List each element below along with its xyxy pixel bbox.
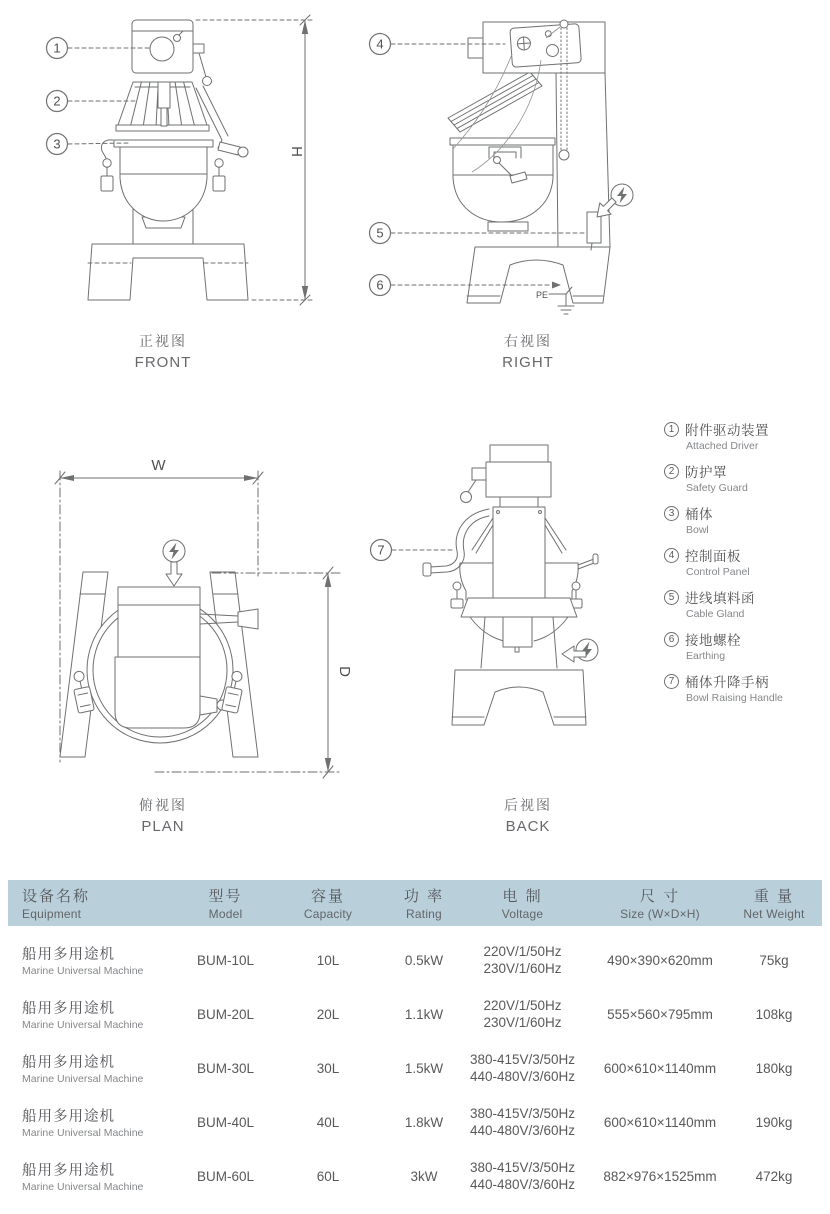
- plan-view-drawing: [55, 457, 353, 778]
- legend-label-en: Cable Gland: [686, 608, 745, 620]
- legend-number-badge: 2: [664, 464, 679, 479]
- pe-label: PE: [536, 290, 549, 300]
- cell-voltage: 380-415V/3/50Hz 440-480V/3/60Hz: [469, 1160, 576, 1192]
- back-view-title: [428, 795, 628, 835]
- front-title-zh: 正视图: [139, 333, 187, 349]
- cell-size: 490×390×620mm: [607, 952, 713, 968]
- plan-title-en: PLAN: [141, 818, 185, 835]
- dim-label-w: W: [151, 457, 167, 474]
- legend-item: [664, 545, 830, 578]
- table-column-header: [740, 885, 822, 921]
- cell-model: BUM-20L: [196, 1006, 255, 1022]
- table-row: [8, 933, 822, 987]
- legend-label-en: Attached Driver: [686, 440, 759, 452]
- cell-capacity: 40L: [316, 1114, 340, 1130]
- table-column-header: [465, 885, 580, 921]
- cell-equipment: 船用多用途机 Marine Universal Machine: [22, 1055, 144, 1085]
- front-view-drawing: [47, 15, 314, 305]
- cell-size: 882×976×1525mm: [603, 1168, 717, 1184]
- callout-1: 1: [53, 40, 61, 56]
- cell-weight: 108kg: [755, 1006, 793, 1022]
- legend-number-badge: 1: [664, 422, 679, 437]
- column-header-zh: 容量: [310, 888, 345, 905]
- table-column-header: [8, 885, 178, 921]
- legend: [664, 419, 830, 704]
- legend-label-zh: 进线填料函: [685, 591, 755, 606]
- cell-equipment: 船用多用途机 Marine Universal Machine: [22, 1001, 144, 1031]
- legend-number-badge: 7: [664, 674, 679, 689]
- column-header-zh: 尺 寸: [639, 888, 681, 905]
- column-header-zh: 型号: [208, 888, 243, 905]
- column-header-en: Voltage: [501, 907, 544, 921]
- legend-item: [664, 419, 830, 452]
- table-column-header: [383, 885, 465, 921]
- cell-model: BUM-40L: [196, 1114, 255, 1130]
- table-row: [8, 1149, 822, 1203]
- cell-rating: 1.8kW: [404, 1114, 444, 1130]
- legend-label-en: Bowl: [686, 524, 709, 536]
- table-body: [8, 926, 822, 1203]
- right-view-drawing: [370, 20, 634, 314]
- legend-label-zh: 桶体: [685, 507, 713, 522]
- spec-table: [8, 880, 822, 1203]
- back-title-zh: 后视图: [504, 797, 552, 813]
- cell-weight: 472kg: [755, 1168, 793, 1184]
- column-header-en: Capacity: [303, 907, 353, 921]
- callout-3: 3: [53, 136, 61, 152]
- callout-7: 7: [377, 542, 385, 558]
- legend-label-en: Safety Guard: [686, 482, 748, 494]
- plan-title-zh: 俯视图: [139, 797, 187, 813]
- legend-number-badge: 4: [664, 548, 679, 563]
- cell-capacity: 30L: [316, 1060, 340, 1076]
- back-view-drawing: [371, 445, 599, 725]
- table-row: [8, 1095, 822, 1149]
- legend-number-badge: 6: [664, 632, 679, 647]
- legend-item: [664, 503, 830, 536]
- table-row: [8, 987, 822, 1041]
- legend-item: [664, 671, 830, 704]
- cell-voltage: 220V/1/50Hz 230V/1/60Hz: [483, 998, 562, 1030]
- table-header: [8, 880, 822, 926]
- legend-label-zh: 控制面板: [685, 549, 741, 564]
- legend-label-en: Earthing: [686, 650, 726, 662]
- cell-capacity: 60L: [316, 1168, 340, 1184]
- cell-equipment: 船用多用途机 Marine Universal Machine: [22, 1163, 144, 1193]
- front-title-en: FRONT: [134, 354, 192, 371]
- front-view-title: [63, 331, 263, 371]
- legend-label-zh: 接地螺栓: [685, 633, 741, 648]
- legend-item: [664, 629, 830, 662]
- legend-label-zh: 桶体升降手柄: [685, 675, 769, 690]
- cell-rating: 1.5kW: [404, 1060, 444, 1076]
- right-title-en: RIGHT: [502, 354, 554, 371]
- dim-label-h: H: [288, 146, 305, 158]
- cell-size: 555×560×795mm: [607, 1006, 713, 1022]
- legend-item: [664, 461, 830, 494]
- plan-view-title: [63, 795, 263, 835]
- legend-label-en: Bowl Raising Handle: [686, 692, 783, 704]
- cell-capacity: 20L: [316, 1006, 340, 1022]
- cell-equipment: 船用多用途机 Marine Universal Machine: [22, 1109, 144, 1139]
- legend-label-zh: 附件驱动装置: [685, 423, 769, 438]
- cell-model: BUM-60L: [196, 1168, 255, 1184]
- cell-capacity: 10L: [316, 952, 340, 968]
- cell-size: 600×610×1140mm: [603, 1114, 717, 1130]
- column-header-en: Size (W×D×H): [620, 907, 700, 921]
- column-header-zh: 重 量: [753, 888, 795, 905]
- callout-2: 2: [53, 93, 61, 109]
- cell-weight: 75kg: [759, 952, 789, 968]
- cell-rating: 1.1kW: [404, 1006, 444, 1022]
- legend-label-en: Control Panel: [686, 566, 750, 578]
- cell-rating: 3kW: [410, 1168, 438, 1184]
- column-header-en: Model: [208, 907, 243, 921]
- column-header-en: Equipment: [22, 907, 82, 921]
- cell-size: 600×610×1140mm: [603, 1060, 717, 1076]
- column-header-zh: 设备名称: [22, 888, 91, 905]
- cell-equipment: 船用多用途机 Marine Universal Machine: [22, 947, 144, 977]
- table-column-header: [178, 885, 273, 921]
- legend-number-badge: 5: [664, 590, 679, 605]
- cell-model: BUM-30L: [196, 1060, 255, 1076]
- right-title-zh: 右视图: [504, 333, 552, 349]
- cell-voltage: 220V/1/50Hz 230V/1/60Hz: [483, 944, 562, 976]
- dim-label-d: D: [336, 666, 353, 678]
- cell-voltage: 380-415V/3/50Hz 440-480V/3/60Hz: [469, 1106, 576, 1138]
- cell-weight: 190kg: [755, 1114, 793, 1130]
- cell-model: BUM-10L: [196, 952, 255, 968]
- callout-5: 5: [376, 225, 384, 241]
- table-column-header: [580, 885, 740, 921]
- right-view-title: [428, 331, 628, 371]
- legend-label-zh: 防护罩: [685, 465, 727, 480]
- column-header-zh: 功 率: [403, 888, 445, 905]
- cell-voltage: 380-415V/3/50Hz 440-480V/3/60Hz: [469, 1052, 576, 1084]
- column-header-en: Rating: [406, 907, 442, 921]
- table-row: [8, 1041, 822, 1095]
- back-title-en: BACK: [505, 818, 551, 835]
- callout-6: 6: [376, 277, 384, 293]
- cell-weight: 180kg: [755, 1060, 793, 1076]
- table-column-header: [273, 885, 383, 921]
- callout-4: 4: [376, 36, 384, 52]
- legend-item: [664, 587, 830, 620]
- column-header-en: Net Weight: [743, 907, 805, 921]
- legend-number-badge: 3: [664, 506, 679, 521]
- cell-rating: 0.5kW: [404, 952, 444, 968]
- column-header-zh: 电 制: [502, 888, 543, 905]
